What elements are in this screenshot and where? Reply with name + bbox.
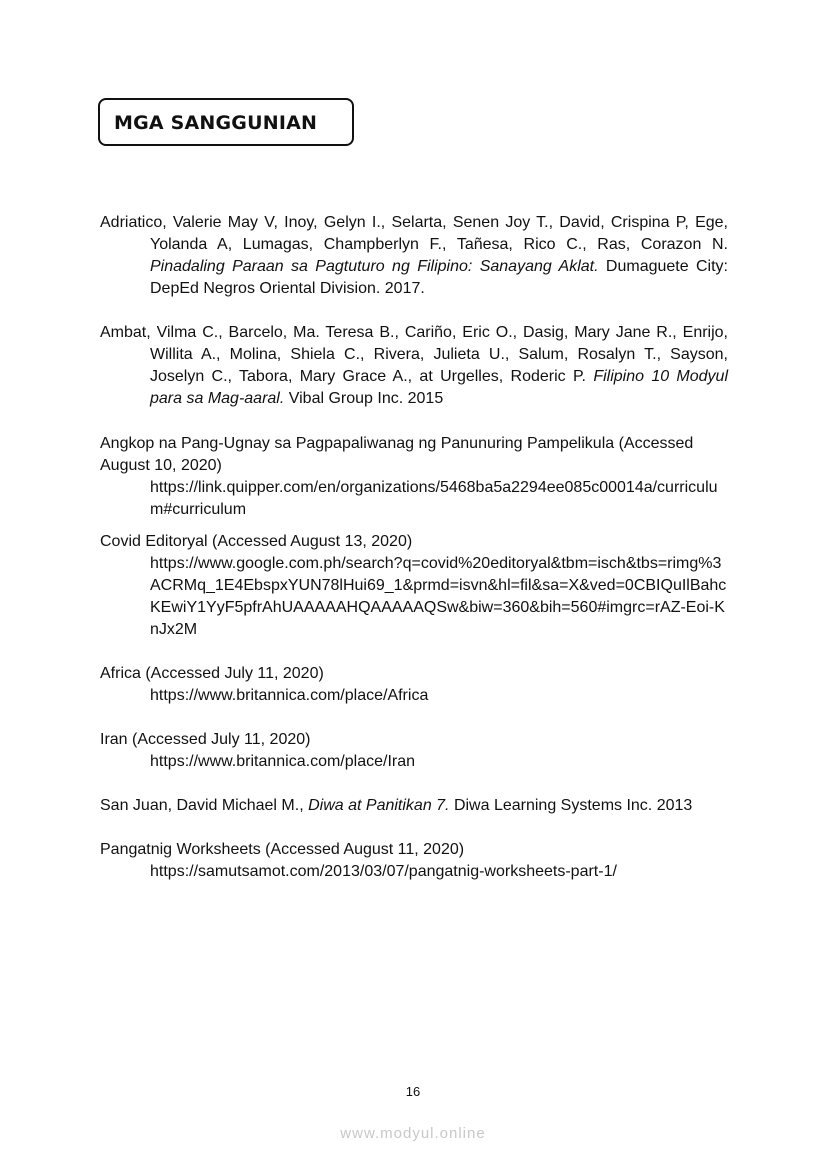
reference-entry <box>100 531 728 641</box>
watermark-text: www.modyul.online <box>340 1125 486 1142</box>
reference-entry <box>100 322 728 410</box>
reference-source: Iran (Accessed July 11, 2020) <box>100 731 311 748</box>
reference-entry <box>100 795 728 817</box>
reference-source: Angkop na Pang-Ugnay sa Pagpapaliwanag ng Panunuring Pampelikula (Accessed August 10, 2020) <box>100 435 694 474</box>
page-number: 16 <box>405 1084 421 1099</box>
reference-url[interactable]: https://www.google.com.ph/search?q=covid%20editoryal&tbm=isch&tbs=rimg%3ACRMq_1E4EbspxYUN78lHui69_1&prmd=isvn&hl=fil&sa=X&ved=0CBIQuIlBahcKEwiY1YyF5pfrAhUAAAAAHQAAAAAQSw&biw=360&bih=560#imgrc=rAZ-Eoi-KnJx2M <box>150 555 727 638</box>
reference-url[interactable]: https://samutsamot.com/2013/03/07/pangatnig-worksheets-part-1/ <box>150 863 617 880</box>
reference-entry <box>100 663 728 707</box>
reference-publisher: Dumaguete City: DepEd Negros Oriental Division. 2017. <box>150 258 729 297</box>
reference-title: Diwa at Panitikan 7. <box>308 797 450 814</box>
reference-url[interactable]: https://www.britannica.com/place/Iran <box>150 753 416 770</box>
reference-publisher: Diwa Learning Systems Inc. 2013 <box>449 797 693 814</box>
reference-authors: Adriatico, Valerie May V, Inoy, Gelyn I., Selarta, Senen Joy T., David, Crispina P, Ege, Yolanda A, Lumagas, Champberlyn F., Tañesa, Rico C., Ras, Corazon N. <box>100 214 728 253</box>
reference-url[interactable]: https://www.britannica.com/place/Africa <box>150 687 429 704</box>
reference-publisher: Vibal Group Inc. 2015 <box>284 390 444 407</box>
reference-source: Covid Editoryal (Accessed August 13, 2020) <box>100 533 413 550</box>
reference-authors: San Juan, David Michael M., <box>100 797 309 814</box>
reference-authors: Ambat, Vilma C., Barcelo, Ma. Teresa B., Cariño, Eric O., Dasig, Mary Jane R., Enrijo, Willita A., Molina, Shiela C., Rivera, Julieta U., Salum, Rosalyn T., Sayson, Joselyn C., Tabora, Mary Grace A., at Urgelles, Roderic P. <box>100 324 728 385</box>
reference-title: Filipino 10 Modyul para sa Mag-aaral. <box>150 368 729 407</box>
section-title: MGA SANGGUNIAN <box>114 112 318 134</box>
reference-entry <box>100 839 728 883</box>
section-title-box <box>98 98 354 146</box>
reference-entry <box>100 729 728 773</box>
reference-source: Africa (Accessed July 11, 2020) <box>100 665 324 682</box>
reference-title: Pinadaling Paraan sa Pagtuturo ng Filipino: Sanayang Aklat. <box>150 258 599 275</box>
reference-url[interactable]: https://link.quipper.com/en/organizations/5468ba5a2294ee085c00014a/curriculum#curriculum <box>150 479 718 518</box>
reference-entry <box>100 212 728 300</box>
reference-source: Pangatnig Worksheets (Accessed August 11, 2020) <box>100 841 465 858</box>
reference-list <box>100 212 728 883</box>
reference-entry <box>100 433 728 521</box>
